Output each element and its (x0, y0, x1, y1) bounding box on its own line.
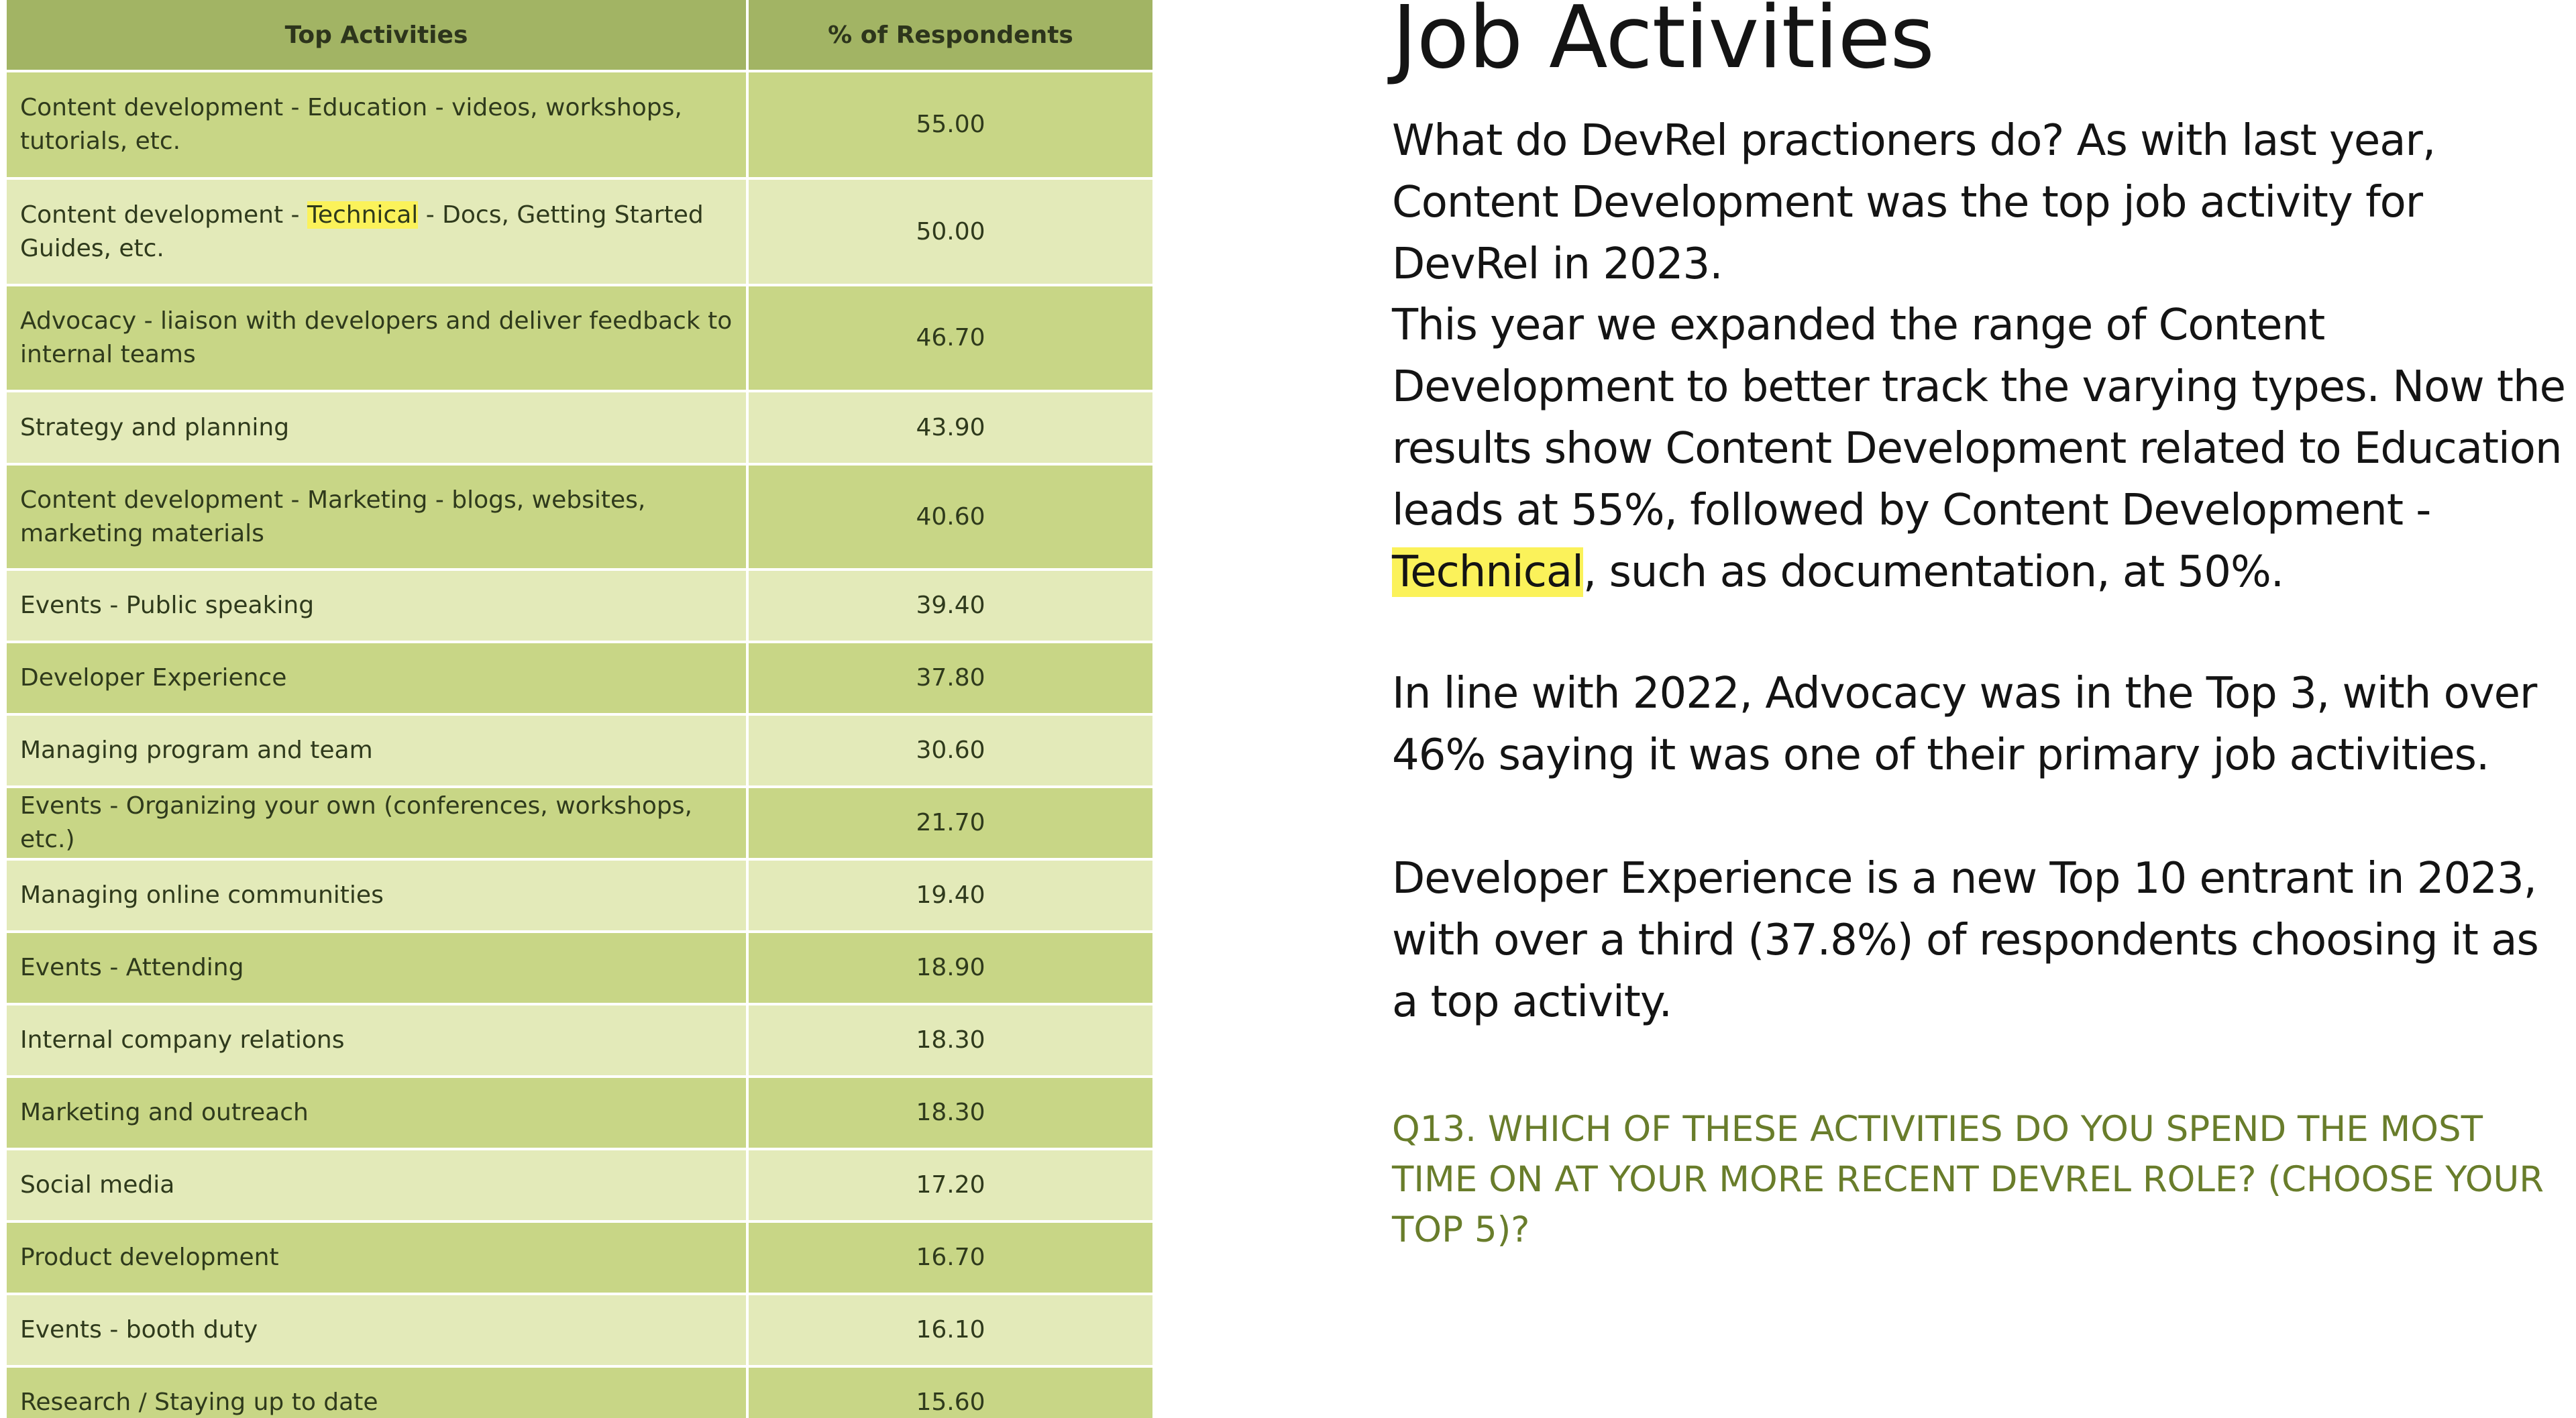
activity-cell (7, 178, 747, 285)
activity-cell: Product development (7, 1221, 747, 1294)
activity-cell: Research / Staying up to date (7, 1366, 747, 1418)
percent-cell: 37.80 (747, 642, 1154, 714)
paragraph-intro: What do DevRel practioners do? As with last year, Content Development was the top job activity for DevRel in 2023. (1392, 116, 2436, 289)
table-row (7, 1221, 1154, 1294)
paragraph-advocacy: In line with 2022, Advocacy was in the Top 3, with over 46% saying it was one of their primary job activities. (1392, 669, 2537, 780)
percent-cell: 15.60 (747, 1366, 1154, 1418)
activity-cell: Managing online communities (7, 859, 747, 932)
activities-table-container (7, 0, 1154, 1418)
table-row (7, 859, 1154, 932)
percent-cell: 39.40 (747, 569, 1154, 642)
activity-text-after: - Docs, Getting Started Guides, etc. (20, 201, 704, 262)
table-row (7, 932, 1154, 1004)
table-row (7, 464, 1154, 569)
header-percent-respondents: % of Respondents (747, 0, 1154, 71)
table-row (7, 569, 1154, 642)
table-row (7, 787, 1154, 859)
percent-cell: 18.90 (747, 932, 1154, 1004)
percent-cell: 18.30 (747, 1004, 1154, 1077)
percent-cell: 50.00 (747, 178, 1154, 285)
activity-cell: Content development - Education - videos, workshops, tutorials, etc. (7, 71, 747, 178)
percent-cell: 46.70 (747, 285, 1154, 391)
percent-cell: 55.00 (747, 71, 1154, 178)
table-row (7, 71, 1154, 178)
table-row (7, 178, 1154, 285)
activity-cell: Strategy and planning (7, 391, 747, 464)
percent-cell: 16.10 (747, 1294, 1154, 1366)
paragraph-text-before: This year we expanded the range of Content Development to better track the varying types. Now the results show Content Development related to Education leads at 55%, followed by Content Development - (1392, 301, 2565, 535)
activity-cell: Internal company relations (7, 1004, 747, 1077)
activities-table (7, 0, 1154, 1418)
paragraph-content-types (1392, 294, 2573, 603)
percent-cell: 17.20 (747, 1149, 1154, 1221)
table-row (7, 391, 1154, 464)
percent-cell: 21.70 (747, 787, 1154, 859)
percent-cell: 43.90 (747, 391, 1154, 464)
highlighted-term: Technical (307, 201, 419, 229)
activity-cell: Developer Experience (7, 642, 747, 714)
paragraph-developer-experience: Developer Experience is a new Top 10 entrant in 2023, with over a third (37.8%) of respondents choosing it as a top activity. (1392, 854, 2538, 1027)
activity-cell: Marketing and outreach (7, 1077, 747, 1149)
paragraph-text-after: , such as documentation, at 50%. (1582, 547, 2284, 597)
page-title: Job Activities (1392, 0, 1934, 88)
table-row (7, 1366, 1154, 1418)
survey-question: Q13. WHICH OF THESE ACTIVITIES DO YOU SPEND THE MOST TIME ON AT YOUR MORE RECENT DEVREL ROLE? (CHOOSE YOUR TOP 5)? (1392, 1109, 2544, 1250)
activity-cell: Events - Public speaking (7, 569, 747, 642)
table-header-row (7, 0, 1154, 71)
percent-cell: 30.60 (747, 714, 1154, 787)
percent-cell: 18.30 (747, 1077, 1154, 1149)
table-row (7, 285, 1154, 391)
activity-cell: Events - booth duty (7, 1294, 747, 1366)
activity-cell: Managing program and team (7, 714, 747, 787)
table-row (7, 714, 1154, 787)
activity-cell: Content development - Marketing - blogs, websites, marketing materials (7, 464, 747, 569)
table-row (7, 1294, 1154, 1366)
percent-cell: 19.40 (747, 859, 1154, 932)
table-row (7, 1077, 1154, 1149)
table-row (7, 1004, 1154, 1077)
table-row (7, 1149, 1154, 1221)
activity-cell: Advocacy - liaison with developers and deliver feedback to internal teams (7, 285, 747, 391)
percent-cell: 16.70 (747, 1221, 1154, 1294)
activity-cell: Events - Organizing your own (conferences, workshops, etc.) (7, 787, 747, 859)
table-row (7, 642, 1154, 714)
activity-cell: Events - Attending (7, 932, 747, 1004)
highlighted-term: Technical (1392, 547, 1583, 597)
percent-cell: 40.60 (747, 464, 1154, 569)
header-top-activities: Top Activities (7, 0, 747, 71)
activity-text-before: Content development - (20, 201, 307, 229)
activity-cell: Social media (7, 1149, 747, 1221)
